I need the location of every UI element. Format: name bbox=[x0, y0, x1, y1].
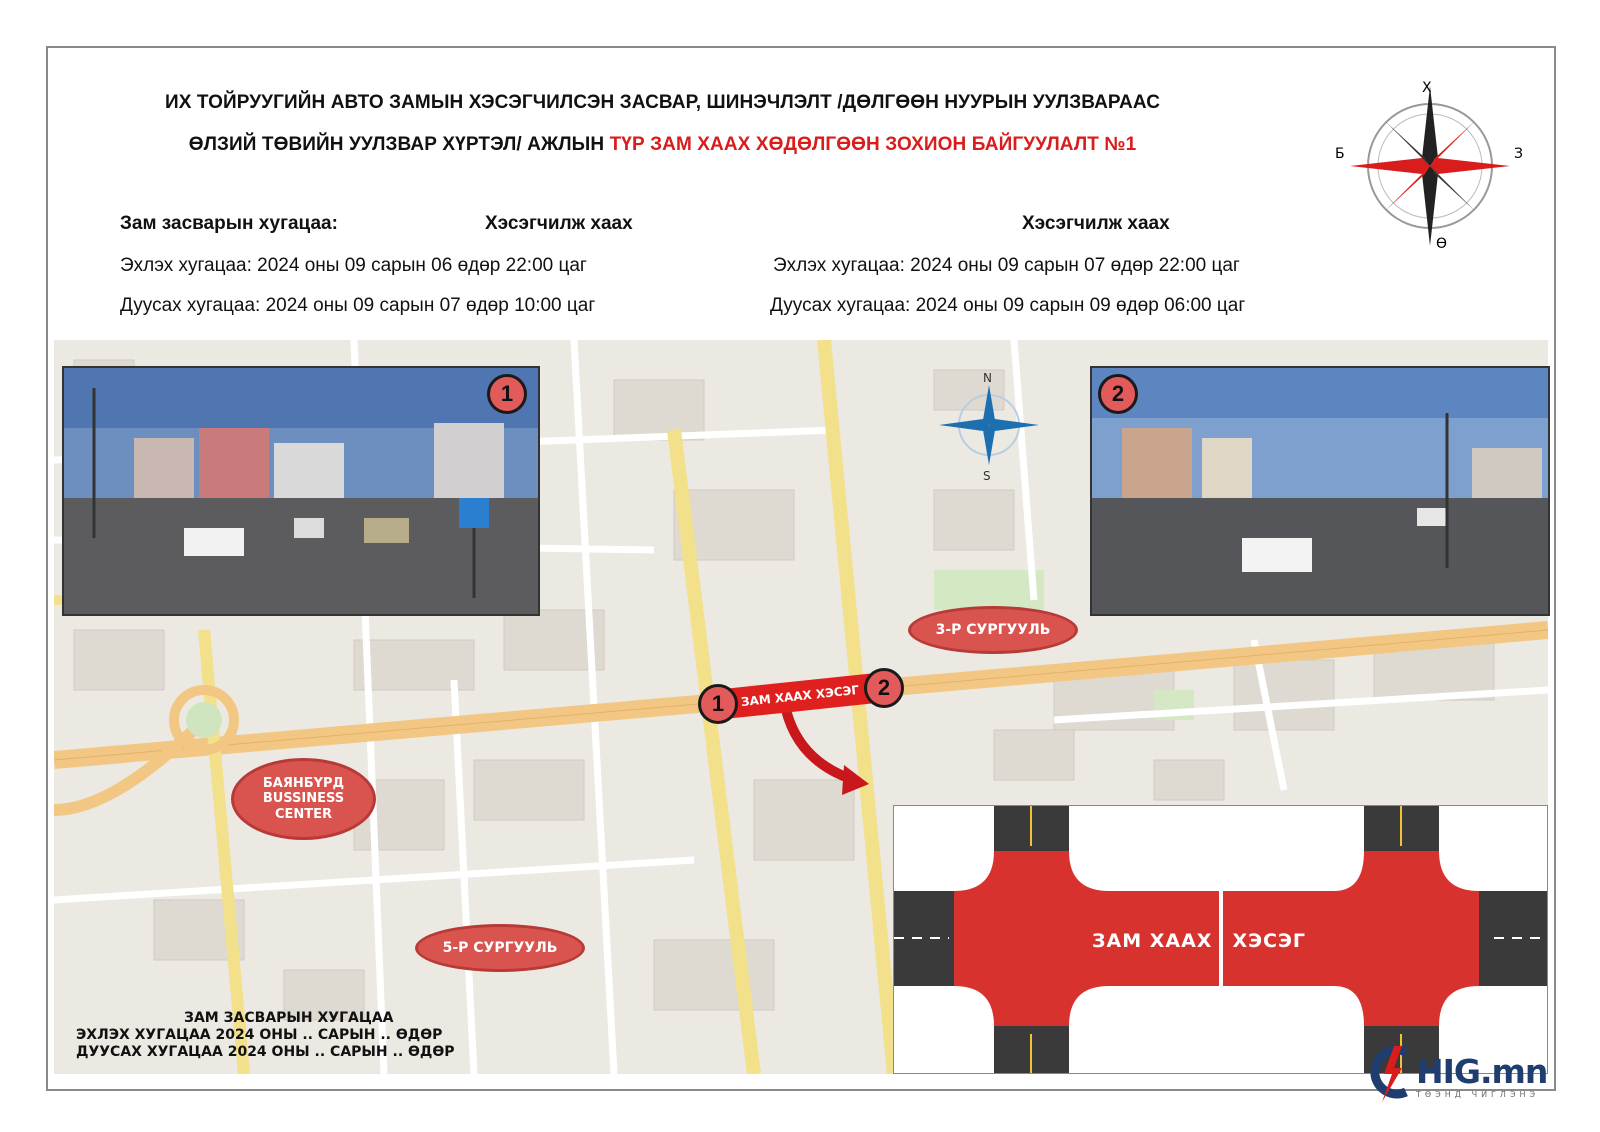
left-end: Дуусах хугацаа: 2024 оны 09 сарын 07 өдөр 10:00 цаг bbox=[120, 295, 596, 316]
period-label: Зам засварын хугацаа: bbox=[120, 213, 338, 234]
title-line-2-black: ӨЛЗИЙ ТӨВИЙН УУЛЗВАР ХҮРТЭЛ/ АЖЛЫН bbox=[188, 134, 610, 155]
map-point-1: 1 bbox=[698, 684, 738, 724]
school-5-label: 5-Р СУРГУУЛЬ bbox=[415, 924, 585, 972]
title-line-2 bbox=[0, 134, 1325, 156]
street-photo-1-image bbox=[64, 368, 540, 616]
logo-text: HIG.mn bbox=[1416, 1052, 1548, 1091]
bayanburd-line-3: CENTER bbox=[274, 806, 333, 822]
map-legend-block bbox=[76, 1010, 455, 1061]
compass-e-label: З bbox=[1514, 146, 1523, 162]
compass-rose bbox=[1330, 78, 1530, 253]
street-photo-2 bbox=[1090, 366, 1550, 616]
compass-rose-icon bbox=[1330, 78, 1530, 253]
left-start: Эхлэх хугацаа: 2024 оны 09 сарын 06 өдөр 22:00 цаг bbox=[120, 255, 587, 276]
bayanburd-line-1: БАЯНБҮРД bbox=[262, 775, 345, 791]
left-heading: Хэсэгчилж хаах bbox=[485, 213, 633, 234]
map-compass-s: S bbox=[983, 469, 991, 483]
street-photo-2-image bbox=[1092, 368, 1550, 616]
photo-2-badge: 2 bbox=[1098, 374, 1138, 414]
title-line-2-red: ТҮР ЗАМ ХААХ ХӨДӨЛГӨӨН ЗОХИОН БАЙГУУЛАЛТ №1 bbox=[609, 134, 1137, 155]
title-line-1: ИХ ТОЙРУУГИЙН АВТО ЗАМЫН ХЭСЭГЧИЛСЭН ЗАСВАР, ШИНЭЧЛЭЛТ /ДӨЛГӨӨН НУУРЫН УУЛЗВАРААС bbox=[164, 92, 1161, 113]
intersection-closed-label bbox=[1092, 930, 1306, 952]
compass-s-label: Ө bbox=[1436, 236, 1448, 252]
legend-line-0: ЗАМ ЗАСВАРЫН ХУГАЦАА bbox=[184, 1010, 394, 1026]
legend-line-2: ДУУСАХ ХУГАЦАА 2024 ОНЫ .. САРЫН .. ӨДӨР bbox=[76, 1044, 455, 1060]
map-compass-n: N bbox=[983, 371, 992, 385]
photo-1-badge: 1 bbox=[487, 374, 527, 414]
map-point-2: 2 bbox=[864, 668, 904, 708]
right-end: Дуусах хугацаа: 2024 оны 09 сарын 09 өдөр 06:00 цаг bbox=[770, 295, 1246, 316]
legend-line-1: ЭХЛЭХ ХУГАЦАА 2024 ОНЫ .. САРЫН .. ӨДӨР bbox=[76, 1027, 443, 1043]
right-start: Эхлэх хугацаа: 2024 оны 09 сарын 07 өдөр 22:00 цаг bbox=[773, 255, 1240, 276]
school-3-label: 3-Р СУРГУУЛЬ bbox=[908, 606, 1078, 654]
compass-n-label: Х bbox=[1422, 80, 1432, 96]
closed-section-banner: ЗАМ ХААХ ХЭСЭГ bbox=[719, 673, 881, 720]
intersection-label-left: ЗАМ ХААХ bbox=[1092, 930, 1213, 952]
bayanburd-line-2: BUSSINESS bbox=[262, 791, 345, 807]
compass-w-label: Б bbox=[1335, 146, 1345, 162]
bayanburd-label bbox=[231, 758, 376, 840]
street-photo-1 bbox=[62, 366, 540, 616]
intersection-label-right: ХЭСЭГ bbox=[1232, 930, 1307, 952]
right-heading: Хэсэгчилж хаах bbox=[1022, 213, 1170, 234]
logo-subtitle: ТӨЭНД ЧИГЛЭНЭ bbox=[1416, 1090, 1540, 1099]
